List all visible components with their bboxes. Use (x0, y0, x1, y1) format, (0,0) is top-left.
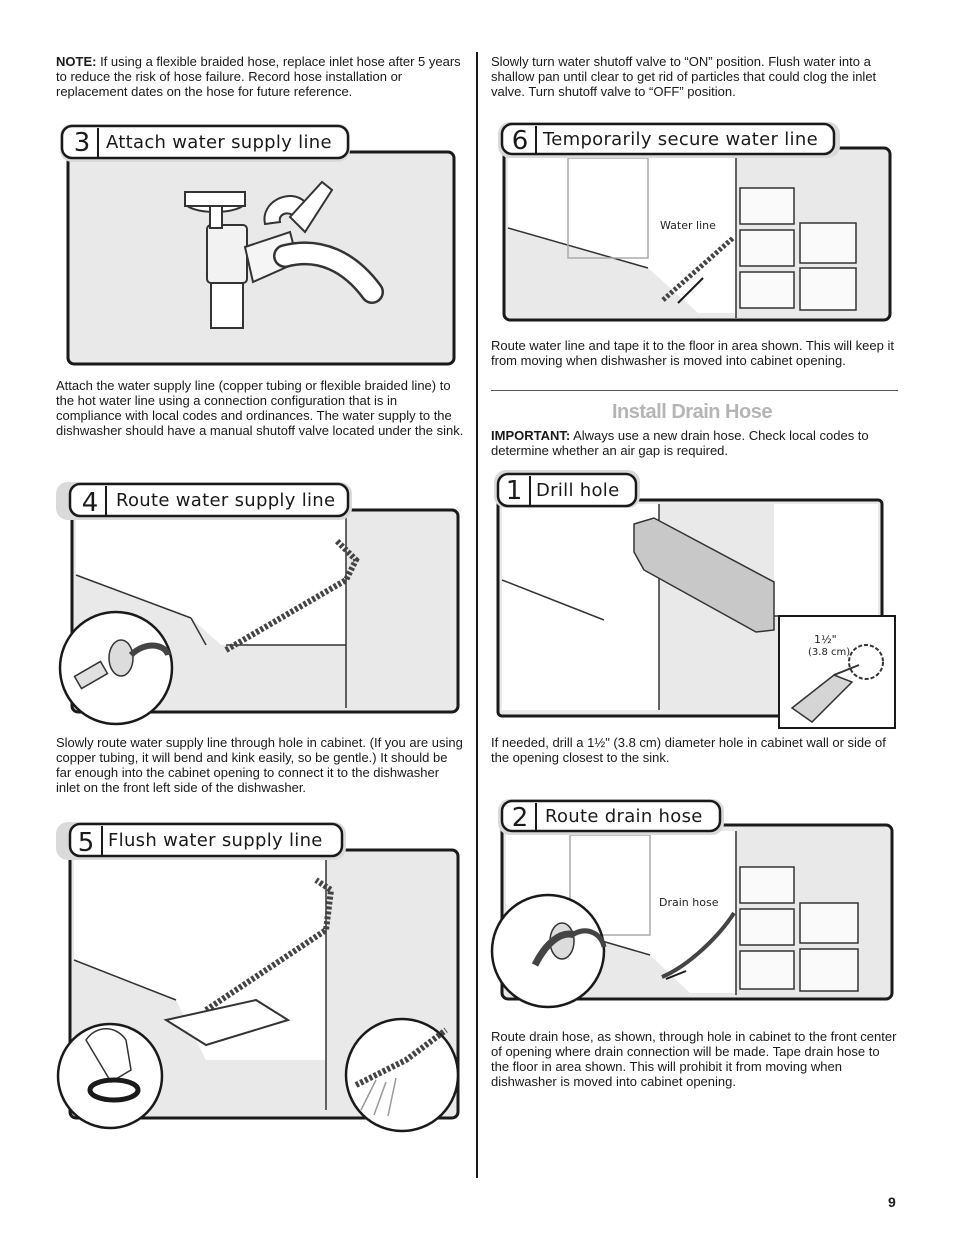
important-label: IMPORTANT: (491, 428, 571, 443)
drain-hose-text: Route drain hose, as shown, through hole in cabinet to the front center of opening where drain connection will be made. Tape drain hose to the floor in area shown. This will prohibit it from moving when dishwasher is moved into cabinet opening. (491, 1029, 897, 1089)
section-rule (491, 390, 898, 391)
step4-title: Route water supply line (116, 490, 336, 511)
step4-text: Slowly route water supply line through hole in cabinet. (If you are using copper tubing, it will bend and kink easily, so be gentle.) It should be far enough into the cabinet opening to connect it to the dishwasher inlet on the front left side of the dishwasher. (56, 735, 463, 795)
drain-hose-title: Route drain hose (545, 806, 703, 827)
step4-figure (56, 480, 460, 728)
page-number: 9 (888, 1194, 896, 1210)
drill-hole-illustration (494, 470, 898, 732)
step6-figure (498, 118, 898, 324)
step5-title: Flush water supply line (108, 830, 323, 851)
step3-title: Attach water supply line (106, 132, 332, 153)
step6-text: Route water line and tape it to the floor in area shown. This will keep it from moving when dishwasher is moved into cabinet opening. (491, 338, 894, 368)
step3-number: 3 (73, 128, 91, 158)
step5-number: 5 (77, 828, 95, 858)
column-divider (476, 52, 478, 1178)
drill-hole-number: 1 (505, 476, 523, 506)
note-paragraph (56, 54, 464, 99)
hole-metric-callout: (3.8 cm) (808, 647, 851, 658)
drain-section-title: Install Drain Hose (612, 401, 772, 423)
step5-illustration (56, 820, 460, 1136)
step4-illustration (56, 480, 460, 728)
important-paragraph (491, 428, 899, 458)
flush-text: Slowly turn water shutoff valve to “ON” position. Flush water into a shallow pan until clear to get rid of particles that could clog the inlet valve. Turn shutoff valve to “OFF” position. (491, 54, 877, 99)
step6-title: Temporarily secure water line (543, 129, 818, 150)
drain-hose-number: 2 (511, 803, 529, 833)
step3-illustration (60, 122, 460, 368)
step3-figure (60, 122, 460, 368)
note-text: If using a flexible braided hose, replace inlet hose after 5 years to reduce the risk of hose failure. Record hose installation or replacement dates on the hose for future reference. (56, 54, 461, 99)
drain-hose-figure (490, 795, 898, 1007)
step6-number: 6 (511, 126, 529, 156)
note-label: NOTE: (56, 54, 97, 69)
important-text: Always use a new drain hose. Check local codes to determine whether an air gap is required. (491, 428, 869, 458)
drill-hole-title: Drill hole (536, 480, 620, 501)
hole-size-callout: 1½" (814, 633, 837, 646)
drain-hose-callout: Drain hose (659, 896, 719, 909)
step4-number: 4 (81, 488, 99, 518)
drill-hole-text: If needed, drill a 1½" (3.8 cm) diameter hole in cabinet wall or side of the opening closest to the sink. (491, 735, 886, 765)
step5-figure (56, 820, 460, 1136)
water-line-callout: Water line (660, 219, 716, 232)
step3-text: Attach the water supply line (copper tubing or flexible braided line) to the hot water line using a connection configuration that is in compliance with local codes and ordinances. The water supply to the dishwasher should have a manual shutoff valve located under the sink. (56, 378, 464, 438)
drill-hole-figure (494, 470, 898, 732)
